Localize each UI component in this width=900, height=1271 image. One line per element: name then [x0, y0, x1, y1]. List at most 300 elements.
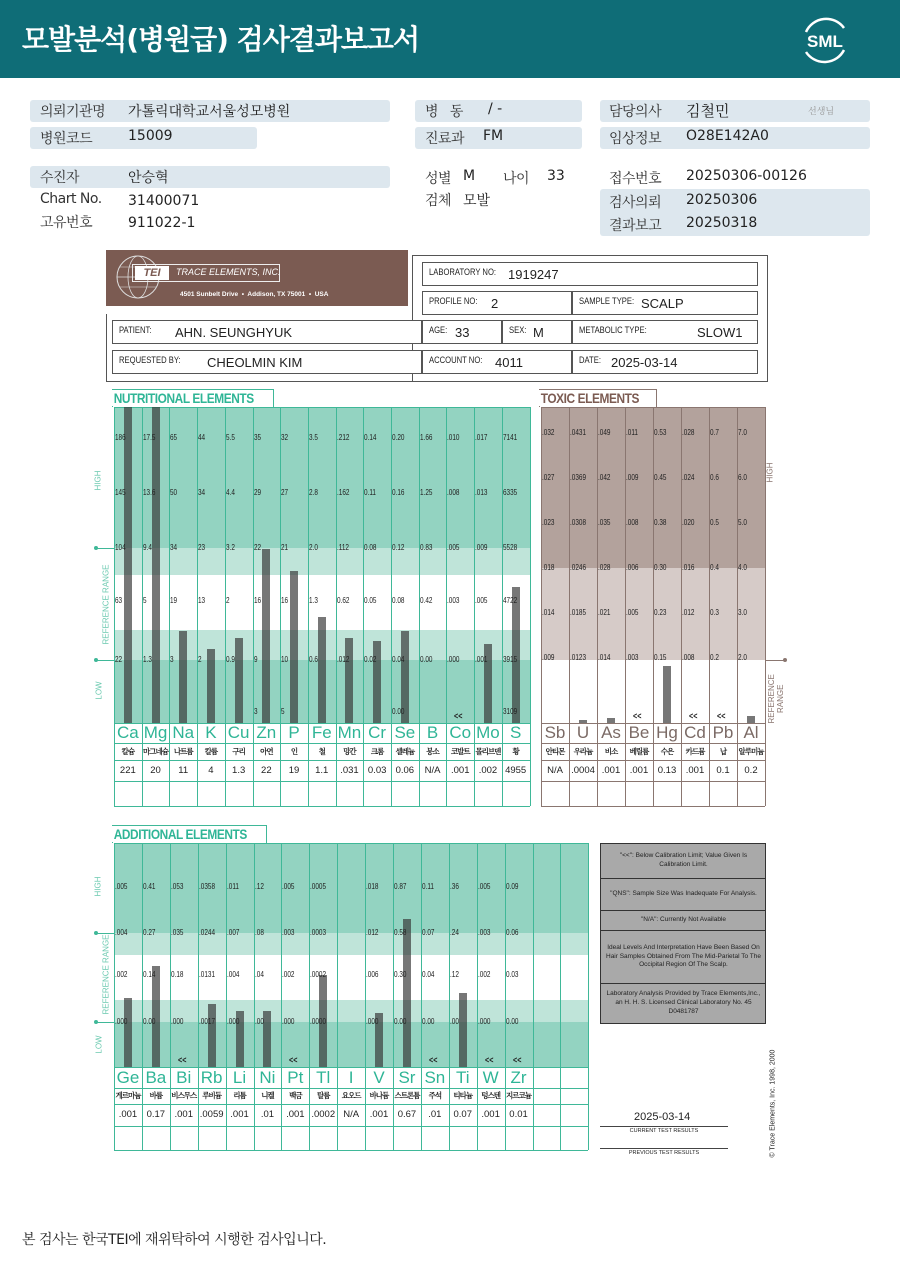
tick-label: 9.4 [142, 543, 152, 552]
tick-label: .000 [226, 1017, 240, 1026]
tei-patient-label: PATIENT: [119, 325, 152, 335]
chart-right-border [530, 407, 531, 806]
element-symbol: Ni [259, 1068, 276, 1087]
tick-label: 0.27 [142, 928, 156, 937]
axis-low-label: LOW [94, 681, 104, 700]
dept-value: FM [483, 128, 504, 144]
tick-label: .012 [366, 928, 379, 937]
tei-patient-field [112, 320, 422, 344]
tick-label: 5.0 [738, 518, 747, 527]
element-symbol: Cd [684, 723, 706, 742]
element-symbol: Al [743, 723, 759, 742]
tick-label: .016 [682, 563, 695, 572]
element-korean-name: 나트륨 [173, 747, 193, 756]
element-value: 19 [288, 765, 300, 776]
element-symbol: W [482, 1068, 499, 1087]
tick-label: .009 [626, 473, 639, 482]
below-limit-marker: << [512, 1055, 521, 1065]
element-korean-name: 리튬 [233, 1091, 246, 1100]
below-limit-marker: << [689, 711, 698, 721]
element-korean-name: 철 [318, 747, 325, 756]
element-korean-name: 베릴륨 [629, 747, 649, 756]
axis-high-label-toxic: HIGH [765, 462, 775, 483]
element-value: .031 [340, 765, 359, 776]
tick-label: 0.00 [394, 1017, 407, 1026]
tick-label: 0.04 [392, 655, 405, 664]
element-value: 0.1 [716, 765, 730, 776]
tick-label: .005 [477, 882, 491, 891]
tick-label: 145 [115, 488, 126, 497]
element-korean-name: 마그네슘 [143, 747, 169, 756]
tick-label: .212 [336, 433, 350, 442]
element-value: .0002 [311, 1109, 336, 1120]
tick-label: 3109 [502, 707, 518, 716]
below-limit-marker: << [289, 1055, 298, 1065]
element-korean-name: 텅스텐 [481, 1091, 500, 1100]
tick-label: .005 [115, 882, 128, 891]
tick-label: 0.03 [505, 970, 519, 979]
element-value: 4955 [505, 765, 527, 776]
element-value: 11 [178, 765, 189, 776]
tick-label: .0246 [570, 563, 587, 572]
element-symbol: V [373, 1068, 385, 1087]
date-label: DATE: [579, 355, 601, 365]
tick-label: 0.7 [710, 428, 719, 437]
tick-label: 22 [115, 655, 123, 664]
tick-label: 7141 [502, 433, 518, 442]
element-value: 20 [150, 765, 161, 776]
tei-patient-value: AHN. SEUNGHYUK [175, 325, 293, 340]
element-symbol: Ge [116, 1068, 140, 1087]
element-symbol: Zr [510, 1068, 527, 1087]
tick-label: 32 [281, 433, 289, 442]
tick-label: .008 [682, 653, 695, 662]
tick-label: 0.6 [710, 473, 719, 482]
tick-label: 0.11 [421, 882, 434, 891]
element-value: .001 [481, 1109, 500, 1120]
row-divider [541, 806, 765, 807]
element-korean-name: 수은 [660, 747, 674, 756]
legend-ideal-levels: Ideal Levels And Interpretation Have Been Based On Hair Samples Obtained From The Mid-Parietal To The Occipital Region Of The Scalp. [601, 931, 766, 984]
copyright: © Trace Elements, Inc. 1998, 2000 [769, 1049, 777, 1158]
tick-label: 35 [253, 433, 261, 442]
profile-label: PROFILE NO: [429, 296, 478, 306]
company-address: 4501 Sunbelt Drive • Addison, TX 75001 • USA [180, 291, 329, 298]
element-symbol: Ca [116, 723, 139, 742]
tick-label: 0.23 [654, 608, 667, 617]
tick-label: .0244 [198, 928, 215, 937]
current-results-line [600, 1126, 728, 1127]
legend-below-limit: "<<": Below Calibration Limit; Value Given Is Calibration Limit. [601, 844, 766, 879]
tick-label: 6.0 [738, 473, 747, 482]
tick-label: 0.09 [505, 882, 519, 891]
element-value: .01 [428, 1109, 442, 1120]
tick-label: 34 [170, 543, 178, 552]
element-symbol: Mo [476, 723, 500, 742]
clinical-value: O28E142A0 [686, 128, 769, 144]
tick-label: .011 [626, 428, 638, 437]
element-symbol: I [348, 1068, 354, 1087]
tick-label: .0002 [310, 970, 327, 979]
ward-label: 병 동 [425, 104, 463, 120]
tick-label: 1.25 [419, 488, 433, 497]
account-field [422, 350, 572, 374]
element-korean-name: 스트론튬 [394, 1091, 420, 1100]
element-symbol: Sn [424, 1068, 446, 1087]
tick-label: 186 [115, 433, 126, 442]
tick-label: 13.6 [142, 488, 156, 497]
element-symbol: Sb [544, 723, 566, 742]
element-value: .0004 [571, 765, 595, 776]
tick-label: .04 [254, 970, 264, 979]
tick-label: 0.42 [419, 596, 433, 605]
tick-label: 3 [253, 707, 258, 716]
sample-value: SCALP [641, 296, 684, 311]
result-bar [663, 666, 671, 723]
element-symbol: Bi [176, 1068, 192, 1087]
tei-sex-label: SEX: [509, 325, 527, 335]
legend-qns: "QNS": Sample Size Was Inadequate For Analysis. [601, 879, 766, 911]
request-label: 검사의뢰 [609, 195, 662, 211]
tick-label: .0308 [570, 518, 587, 527]
sex-label: 성별 [425, 171, 452, 187]
tick-label: 0.5 [710, 518, 719, 527]
tick-label: 0.08 [392, 596, 405, 605]
reference-marker-line [765, 660, 785, 661]
row-divider [114, 806, 530, 807]
previous-results-line [600, 1148, 728, 1149]
patient-label: 수진자 [40, 170, 80, 186]
tick-label: .014 [542, 608, 555, 617]
tick-label: 3.5 [308, 433, 318, 442]
receipt-value: 20250306-00126 [686, 168, 807, 184]
element-value: 0.17 [146, 1109, 166, 1120]
sex-value: M [463, 168, 476, 184]
tick-label: 2.8 [308, 488, 318, 497]
tick-label: 1.66 [419, 433, 433, 442]
element-korean-name: 게르마늄 [115, 1091, 141, 1100]
result-bar [403, 919, 411, 1067]
tick-label: .000 [115, 1017, 128, 1026]
result-bar [459, 993, 467, 1067]
tick-label: .009 [475, 543, 488, 552]
below-limit-marker: << [633, 711, 642, 721]
tick-label: .027 [542, 473, 555, 482]
tick-label: .005 [626, 608, 639, 617]
element-korean-name: 안티몬 [545, 747, 565, 756]
hospital-code-value: 15009 [128, 128, 173, 144]
result-bar [263, 1011, 271, 1067]
element-value: 0.13 [657, 765, 677, 776]
tei-sex-field [502, 320, 572, 344]
tick-label: .005 [447, 543, 460, 552]
element-symbol: Sr [398, 1068, 416, 1087]
tick-label: .012 [336, 655, 350, 664]
tei-age-label: AGE: [429, 325, 448, 335]
tick-label: .24 [449, 928, 459, 937]
specimen-value: 모발 [463, 193, 491, 209]
element-value: N/A [343, 1109, 360, 1120]
tick-label: 4.4 [225, 488, 235, 497]
dept-label: 진료과 [425, 131, 465, 147]
current-results-label: CURRENT TEST RESULTS [629, 1128, 699, 1134]
element-symbol: U [576, 723, 590, 742]
tick-label: 0.00 [419, 655, 433, 664]
element-symbol: Li [232, 1068, 247, 1087]
tick-label: .006 [626, 563, 639, 572]
below-limit-marker: << [177, 1055, 187, 1065]
tick-label: .028 [598, 563, 611, 572]
element-korean-name: 황 [512, 747, 519, 756]
below-limit-marker: << [484, 1055, 494, 1065]
element-symbol: Pb [712, 723, 734, 742]
result-bar [207, 649, 215, 723]
result-bar [318, 617, 326, 723]
tick-label: .002 [477, 970, 491, 979]
tick-label: 17.5 [142, 433, 156, 442]
tick-label: 0.20 [392, 433, 405, 442]
tick-label: .006 [366, 970, 379, 979]
legend-na: "N/A": Currently Not Available [601, 911, 766, 931]
element-korean-name: 우라늄 [573, 747, 593, 756]
tick-label: 0.05 [364, 596, 377, 605]
element-korean-name: 칼슘 [121, 747, 135, 756]
tick-label: .0131 [198, 970, 215, 979]
tick-label: 0.11 [364, 488, 377, 497]
element-korean-name: 니켈 [261, 1091, 274, 1100]
element-value: 0.01 [509, 1109, 528, 1120]
tick-label: .000 [447, 655, 460, 664]
element-symbol: P [288, 723, 300, 742]
row-divider [114, 781, 530, 782]
element-symbol: Ti [455, 1068, 470, 1087]
uid-label: 고유번호 [40, 215, 93, 231]
tick-label: .014 [598, 653, 611, 662]
element-value: .001 [629, 765, 649, 776]
result-bar [290, 571, 298, 723]
result-bar [124, 407, 132, 723]
tick-label: 0.07 [421, 928, 435, 937]
element-value: N/A [424, 765, 441, 776]
element-value: .001 [601, 765, 621, 776]
metabolic-label: METABOLIC TYPE: [579, 325, 647, 335]
tick-label: 0.04 [421, 970, 435, 979]
element-value: .0059 [199, 1109, 224, 1120]
previous-results-label: PREVIOUS TEST RESULTS [628, 1150, 700, 1156]
tick-label: 5.5 [225, 433, 235, 442]
row-divider [541, 407, 765, 408]
account-value: 4011 [495, 355, 523, 370]
result-bar [179, 631, 187, 723]
element-korean-name: 지르코늄 [506, 1091, 532, 1100]
tick-label: 0.14 [364, 433, 377, 442]
tick-label: 4722 [502, 596, 518, 605]
tick-label: .020 [682, 518, 695, 527]
requested-label: REQUESTED BY: [119, 355, 181, 365]
tick-label: .032 [542, 428, 555, 437]
metabolic-field [572, 320, 758, 344]
tei-header [106, 250, 766, 382]
element-symbol: As [601, 723, 621, 742]
element-symbol: K [205, 723, 217, 742]
tick-label: .00 [254, 1017, 264, 1026]
reference-marker-dot [94, 931, 98, 935]
result-bar [208, 1004, 216, 1067]
reference-marker-dot [783, 658, 787, 662]
tick-label: .005 [475, 596, 488, 605]
below-limit-marker: << [717, 711, 726, 721]
tick-label: 0.00 [505, 1017, 519, 1026]
tick-label: .035 [170, 928, 184, 937]
row-divider [114, 1126, 588, 1127]
tick-label: 0.00 [421, 1017, 435, 1026]
element-value [560, 1104, 588, 1126]
tick-label: 0.2 [710, 653, 719, 662]
element-korean-name: 칼륨 [204, 747, 218, 756]
tick-label: 1.3 [142, 655, 152, 664]
element-korean-name: 인 [290, 747, 298, 756]
element-korean-name: 바륨 [149, 1091, 163, 1100]
result-bar [345, 638, 353, 723]
tick-label: .000 [366, 1017, 379, 1026]
axis-reference-label: REFERENCE RANGE [101, 564, 111, 645]
tick-label: .003 [477, 928, 491, 937]
tick-label: 16 [281, 596, 289, 605]
tick-label: 0.41 [142, 882, 156, 891]
result-bar [152, 407, 160, 723]
tick-label: .001 [475, 655, 488, 664]
element-symbol: Na [172, 723, 195, 742]
tei-age-value: 33 [455, 325, 470, 340]
tick-label: .0369 [570, 473, 587, 482]
chart-value: 31400071 [128, 193, 200, 209]
element-korean-name: 크롬 [370, 747, 384, 756]
tick-label: 2 [198, 655, 202, 664]
tick-label: 2.0 [738, 653, 747, 662]
tick-label: 5 [142, 596, 147, 605]
chart-label: Chart No. [40, 191, 102, 207]
element-korean-name: 주석 [428, 1091, 442, 1100]
legend-lab-info: Laboratory Analysis Provided by Trace Elements,Inc., an H. H. S. Licensed Clinical Laboratory No. 45 D0481787 [606, 990, 761, 1015]
lab-no-value: 1919247 [508, 267, 559, 282]
tick-label: 65 [170, 433, 178, 442]
reference-marker-dot [94, 1020, 98, 1024]
result-bar [262, 549, 270, 723]
tick-label: .024 [682, 473, 695, 482]
tick-label: 0.00 [392, 707, 405, 716]
report-label: 결과보고 [609, 218, 662, 234]
tick-label: 0.87 [394, 882, 407, 891]
element-value: 4 [208, 765, 214, 776]
tick-label: .0123 [570, 653, 587, 662]
axis-low-label-additional: LOW [94, 1035, 104, 1054]
tick-label: .0358 [198, 882, 215, 891]
element-value: 1.1 [315, 765, 329, 776]
tick-label: .011 [226, 882, 239, 891]
tick-label: .004 [226, 970, 240, 979]
tick-label: .008 [447, 488, 460, 497]
element-symbol: Zn [256, 723, 277, 742]
element-korean-name: 비스무스 [171, 1091, 197, 1100]
tick-label: .053 [170, 882, 184, 891]
element-value: .001 [174, 1109, 193, 1120]
element-value: .002 [478, 765, 498, 776]
tei-logo: TEI [135, 266, 169, 280]
patient-value: 안승혁 [128, 170, 169, 186]
tick-label: .013 [475, 488, 488, 497]
lab-no-field [422, 262, 758, 286]
element-value: .001 [450, 765, 470, 776]
element-symbol [533, 1067, 561, 1088]
element-value: .001 [685, 765, 705, 776]
element-value: 221 [119, 765, 136, 776]
page-title: 모발분석(병원급) 검사결과보고서 [22, 23, 420, 56]
element-value: 1.3 [232, 765, 246, 776]
element-value: 0.03 [367, 765, 387, 776]
tick-label: 0.06 [505, 928, 519, 937]
tick-label: .0431 [570, 428, 587, 437]
element-value: .001 [230, 1109, 249, 1120]
element-korean-name: 망간 [343, 747, 356, 756]
tick-label: .003 [282, 928, 295, 937]
svg-text:SML: SML [807, 32, 843, 51]
requested-field [112, 350, 422, 374]
tick-label: .035 [598, 518, 611, 527]
tick-label: 0.62 [336, 596, 350, 605]
tick-label: .0003 [310, 928, 327, 937]
profile-value: 2 [491, 296, 499, 311]
tick-label: .112 [336, 543, 349, 552]
tick-label: 7.0 [738, 428, 747, 437]
account-label: ACCOUNT NO: [429, 355, 483, 365]
tick-label: .36 [449, 882, 459, 891]
tick-label: .005 [282, 882, 295, 891]
request-value: 20250306 [686, 192, 758, 208]
element-value [533, 1104, 561, 1126]
doctor-label: 담당의사 [609, 104, 662, 120]
section-title: TOXIC ELEMENTS [540, 390, 640, 406]
axis-reference-label-toxic: REFERENCE RANGE [767, 674, 785, 724]
element-symbol: Se [394, 723, 416, 742]
tick-label: 63 [115, 596, 123, 605]
tick-label: .007 [226, 928, 240, 937]
element-symbol: Mn [337, 723, 362, 742]
tick-label: 22 [253, 543, 261, 552]
hospital-code-label: 병원코드 [40, 131, 93, 147]
element-symbol: Tl [316, 1068, 331, 1087]
result-bar [124, 998, 132, 1067]
tick-label: 3915 [502, 655, 518, 664]
result-bar [373, 641, 381, 723]
ward-value: / - [488, 101, 503, 117]
row-divider [114, 843, 588, 844]
axis-reference-label-additional: REFERENCE RANGE [101, 934, 111, 1015]
element-symbol: Be [628, 723, 650, 742]
element-korean-name: 붕소 [426, 747, 439, 756]
tick-label: 3.2 [225, 543, 235, 552]
lab-no-label: LABORATORY NO: [429, 267, 497, 277]
clinical-label: 임상정보 [609, 131, 662, 147]
sml-logo [798, 14, 852, 66]
result-bar [235, 638, 243, 723]
tick-label: .028 [682, 428, 695, 437]
row-divider [541, 781, 765, 782]
tick-label: 29 [253, 488, 261, 497]
tick-label: 0.02 [364, 655, 377, 664]
element-value: .001 [286, 1109, 305, 1120]
tick-label: .023 [542, 518, 555, 527]
element-korean-name: 바나듐 [369, 1091, 389, 1100]
